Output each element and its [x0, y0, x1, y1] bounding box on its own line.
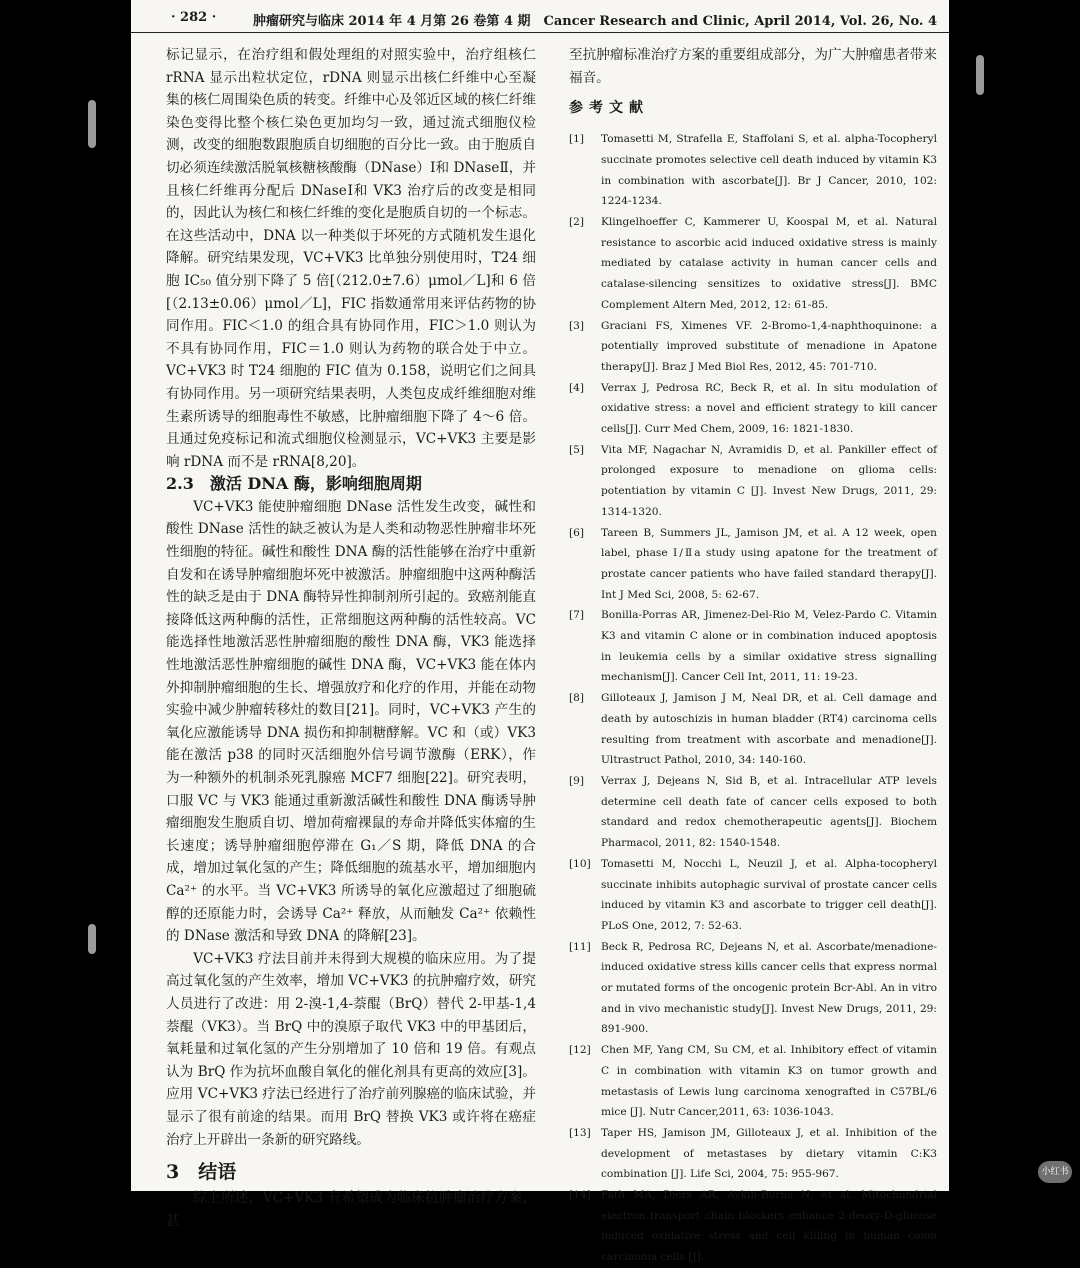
reference-text: Fath MA, Diers AR, Aykin-Burns N, et al. Mitochondrial electron transport chain blockers enhance 2-deoxy-D-glucose induced oxidative stress and cell killing in human colon carcinoma cells [J].: [601, 1189, 937, 1264]
reference-number: [8]: [569, 692, 585, 705]
reference-number: [10]: [569, 857, 591, 870]
reference-text: Beck R, Pedrosa RC, Dejeans N, et al. Ascorbate/menadione-induced oxidative stress kills cancer cells that express normal or mutated forms of the oncogenic protein Bcr-Abl. An in vitro and in vivo mechanistic study[J]. Invest New Drugs, 2011, 29: 891-900.: [601, 940, 937, 1036]
reference-number: [1]: [569, 133, 585, 146]
reference-item: [569, 605, 937, 688]
reference-text: Graciani FS, Ximenes VF. 2-Bromo-1,4-naphthoquinone: a potentially improved substitute of menadione in Apatone therapy[J]. Braz J Med Biol Res, 2012, 45: 701-710.: [601, 319, 937, 373]
reference-text: Vita MF, Nagachar N, Avramidis D, et al. Pankiller effect of prolonged exposure to menadione on glioma cells: potentiation by vitamin C [J]. Invest New Drugs, 2011, 29: 1314-1320.: [601, 443, 937, 518]
reference-item: [569, 1040, 937, 1123]
reference-text: Tomasetti M, Nocchi L, Neuzil J, et al. Alpha-tocopheryl succinate inhibits autophagic survival of prostate cancer cells induced by vitamin K3 and ascorbate to trigger cell death[J]. PLoS One, 2012, 7: 52-63.: [601, 857, 937, 932]
reference-text: Chen MF, Yang CM, Su CM, et al. Inhibitory effect of vitamin C in combination with vitamin K3 on tumor growth and metastasis of Lewis lung carcinoma xenografted in C57BL/6 mice [J]. Nutr Cancer,2011, 63: 1036-1043.: [601, 1044, 937, 1119]
section-heading-3: 3 结语: [166, 1161, 237, 1184]
reference-text: Tareen B, Summers JL, Jamison JM, et al. A 12 week, open label, phase Ⅰ/Ⅱa study using apatone for the treatment of prostate cancer patients who have failed standard therapy[J]. Int J Med Sci, 2008, 5: 62-67.: [601, 526, 937, 601]
reference-number: [7]: [569, 609, 585, 622]
reference-number: [13]: [569, 1126, 591, 1139]
running-header: [131, 8, 949, 33]
reference-item: [569, 523, 937, 606]
body-paragraph: 综上所述，VC+VK3 有希望成为临床抗肿瘤治疗方案，甚: [166, 1190, 536, 1229]
journal-page: [131, 0, 949, 1264]
reference-number: [12]: [569, 1044, 591, 1057]
reference-item: [569, 1123, 937, 1185]
references-heading: 参考文献: [569, 100, 649, 117]
reference-text: Verrax J, Pedrosa RC, Beck R, et al. In situ modulation of oxidative stress: a novel and efficient strategy to kill cancer cells[J]. Curr Med Chem, 2009, 16: 1821-1830.: [601, 381, 937, 436]
body-paragraph: 标记显示，在治疗组和假处理组的对照实验中，治疗组核仁 rRNA 显示出粒状定位，rDNA 则显示出核仁纤维中心至凝集的核仁周围染色质的转变。纤维中心及邻近区域的核仁纤维染色变得比整个核仁染色更加均匀一致，通过流式细胞仪检测，改变的细胞数跟胞质自切细胞的百分比一致。由于胞质自切必须连续激活脱氧核糖核酸酶（DNase）Ⅰ和 DNaseⅡ，并且核仁纤维再分配后 DNaseⅠ和 VK3 治疗后的改变是相同的，因此认为核仁和核仁纤维的变化是胞质自切的一个标志。在这些活动中，DNA 以一种类似于坏死的方式随机发生退化降解。研究结果发现，VC+VK3 比单独分别使用时，T24 细胞 IC₅₀ 值分别下降了 5 倍[（212.0±7.6）μmol／L]和 6 倍[（2.13±0.06）μmol／L]，FIC 指数通常用来评估药物的协同作用。FIC＜1.0 的组合具有协同作用，FIC＞1.0 则认为不具有协同作用，FIC＝1.0 则认为药物的联合处于中立。VC+VK3 时 T24 细胞的 FIC 值为 0.158，说明它们之间具有协同作用。另一项研究结果表明，人类包皮成纤维细胞对维生素所诱导的细胞毒性不敏感，比肿瘤细胞下降了 4～6 倍。且通过免疫标记和流式细胞仪检测显示，VC+VK3 主要是影响 rDNA 而不是 rRNA[8,20]。: [166, 47, 536, 470]
left-column: [166, 44, 536, 1232]
watermark-badge: 小红书: [1038, 1161, 1072, 1183]
reference-number: [5]: [569, 443, 585, 456]
body-paragraph: 至抗肿瘤标准治疗方案的重要组成部分，为广大肿瘤患者带来福音。: [569, 47, 937, 86]
reference-text: Taper HS, Jamison JM, Gilloteaux J, et al. Inhibition of the development of metastases by dietary vitamin C:K3 combination [J]. Life Sci, 2004, 75: 955-967.: [601, 1126, 937, 1181]
reference-number: [4]: [569, 381, 585, 394]
body-paragraph: VC+VK3 疗法目前并未得到大规模的临床应用。为了提高过氧化氢的产生效率，增加 VC+VK3 的抗肿瘤疗效，研究人员进行了改进：用 2-溴-1,4-萘醌（BrQ）替代 2-甲基-1,4 萘醌（VK3）。当 BrQ 中的溴原子取代 VK3 中的甲基团后，氧耗量和过氧化氢的产生分别增加了 10 倍和 19 倍。有观点认为 BrQ 作为抗坏血酸自氧化的催化剂具有更高的效应[3]。应用 VC+VK3 疗法已经进行了治疗前列腺癌的临床试验，并显示了很有前途的结果。而用 BrQ 替换 VK3 或许将在癌症治疗上开辟出一条新的研究路线。: [166, 950, 536, 1148]
reference-text: Bonilla-Porras AR, Jimenez-Del-Rio M, Velez-Pardo C. Vitamin K3 and vitamin C alone or in combination induced apoptosis in leukemia cells by a similar oxidative stress signalling mechanism[J]. Cancer Cell Int, 2011, 11: 19-23.: [601, 609, 937, 684]
reference-list: [569, 129, 937, 1268]
reference-number: [6]: [569, 526, 585, 539]
reference-number: [3]: [569, 319, 585, 332]
reference-text: Klingelhoeffer C, Kammerer U, Koospal M, et al. Natural resistance to ascorbic acid induced oxidative stress is mainly mediated by catalase activity in human cancer cells and catalase-silencing sensitizes to oxidative stress[J]. BMC Complement Altern Med, 2012, 12: 61-85.: [601, 216, 937, 311]
journal-title: 肿瘤研究与临床 2014 年 4 月第 26 卷第 4 期 Cancer Research and Clinic, April 2014, Vol. 26, No. 4: [252, 14, 937, 29]
reference-item: [569, 771, 937, 854]
right-column: [569, 44, 937, 1268]
reference-number: [9]: [569, 774, 585, 787]
reference-number: [14]: [569, 1189, 591, 1202]
reference-item: [569, 440, 937, 523]
reference-number: [2]: [569, 216, 585, 228]
scan-edge-mark: [88, 100, 96, 148]
reference-item: [569, 212, 937, 316]
scan-edge-mark: [976, 55, 984, 95]
reference-item: [569, 937, 937, 1041]
reference-text: Gilloteaux J, Jamison J M, Neal DR, et al. Cell damage and death by autoschizis in human bladder (RT4) carcinoma cells resulting from treatment with ascorbate and menadione[J]. Ultrastruct Pathol, 2010, 34: 140-160.: [601, 692, 937, 767]
reference-item: [569, 688, 937, 771]
reference-item: [569, 129, 937, 212]
scan-edge-mark: [88, 924, 96, 954]
section-heading-2-3: 2.3 激活 DNA 酶，影响细胞周期: [166, 474, 422, 494]
page-number: · 282 ·: [171, 10, 217, 25]
reference-item: [569, 854, 937, 937]
reference-item: [569, 1185, 937, 1268]
body-paragraph: VC+VK3 能使肿瘤细胞 DNase 活性发生改变，碱性和酸性 DNase 活性的缺乏被认为是人类和动物恶性肿瘤非坏死性细胞的特征。碱性和酸性 DNA 酶的活性能够在治疗中重新自发和在诱导肿瘤细胞坏死中被激活。肿瘤细胞中这两种酶活性的缺乏是由于 DNA 酶特异性抑制剂所引起的。致癌剂能直接降低这两种酶的活性，正常细胞这两种酶的活性较高。VC 能选择性地激活恶性肿瘤细胞的酸性 DNA 酶，VK3 能选择性地激活恶性肿瘤细胞的碱性 DNA 酶，VC+VK3 能在体内外抑制肿瘤细胞的生长、增强放疗和化疗的作用，并能在动物实验中减少肿瘤转移灶的数目[21]。同时，VC+VK3 产生的氧化应激能诱导 DNA 损伤和抑制糖酵解。VC 和（或）VK3 能在激活 p38 的同时灭活细胞外信号调节激酶（ERK），作为一种额外的机制杀死乳腺癌 MCF7 细胞[22]。研究表明，口服 VC 与 VK3 能通过重新激活碱性和酸性 DNA 酶诱导肿瘤细胞发生胞质自切、增加荷瘤裸鼠的寿命并降低实体瘤的生长速度；诱导肿瘤细胞停滞在 G₁／S 期，降低 DNA 的合成，增加过氧化氢的产生；降低细胞的巯基水平，增加细胞内 Ca²⁺ 的水平。当 VC+VK3 所诱导的氧化应激超过了细胞硫醇的还原能力时，会诱导 Ca²⁺ 释放，从而触发 Ca²⁺ 依赖性的 DNase 激活和导致 DNA 的降解[23]。: [166, 498, 536, 945]
reference-number: [11]: [569, 940, 591, 953]
reference-item: [569, 378, 937, 440]
reference-item: [569, 316, 937, 378]
reference-text: Tomasetti M, Strafella E, Staffolani S, et al. alpha-Tocopheryl succinate promotes selective cell death induced by vitamin K3 in combination with ascorbate[J]. Br J Cancer, 2010, 102: 1224-1234.: [601, 133, 937, 208]
reference-text: Verrax J, Dejeans N, Sid B, et al. Intracellular ATP levels determine cell death fate of cancer cells exposed to both standard and redox chemotherapeutic agents[J]. Biochem Pharmacol, 2011, 82: 1540-1548.: [601, 774, 937, 850]
